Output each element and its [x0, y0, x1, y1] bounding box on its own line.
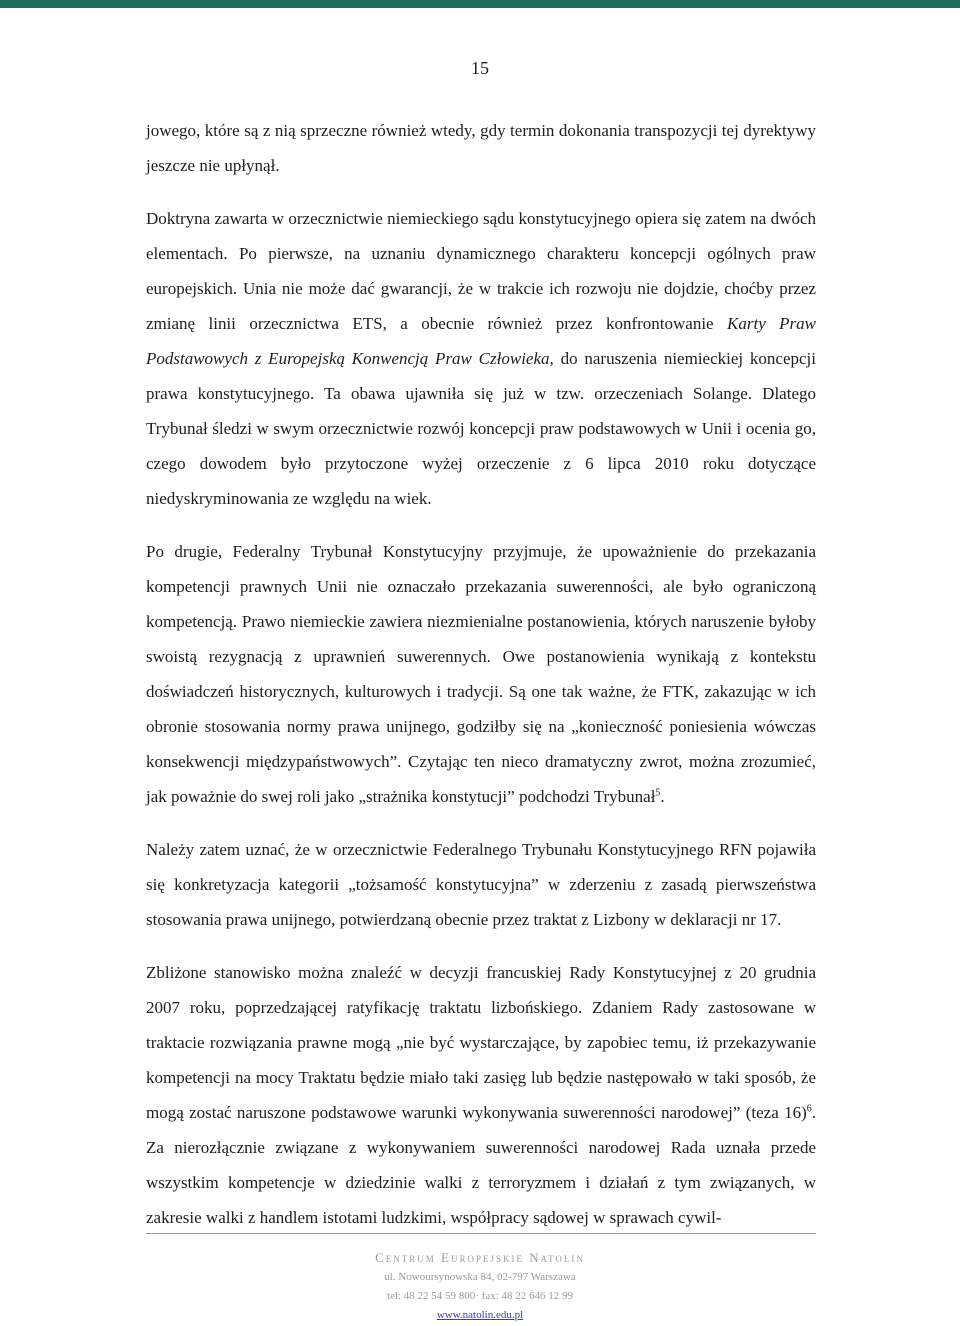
paragraph-5	[146, 955, 816, 1235]
paragraph-1: jowego, które są z nią sprzeczne również wtedy, gdy termin dokonania transpozycji tej dyrektywy jeszcze nie upłynął.	[146, 121, 816, 175]
footer-address: ul. Nowoursynowska 84, 02-797 Warszawa	[384, 1271, 576, 1283]
page-number: 15	[471, 58, 489, 78]
footer-contact: tel: 48 22 54 59 800· fax: 48 22 646 12 99	[386, 1290, 574, 1302]
paragraph-4: Należy zatem uznać, że w orzecznictwie Federalnego Trybunału Konstytucyjnego RFN pojawiła się konkretyzacja kategorii „tożsamość konstytucyjna” w zderzeniu z zasadą pierwszeństwa stosowania prawa unijnego, potwierdzaną obecnie przez traktat z Lizbony w deklaracji nr 17.	[146, 840, 816, 929]
body-text	[146, 113, 816, 1253]
footer-organization: Centrum Europejskie Natolin	[375, 1250, 585, 1265]
paragraph-2	[146, 201, 816, 516]
paragraph-3-text-b: .	[660, 787, 665, 806]
paragraph-3	[146, 534, 816, 814]
paragraph-2-italic: Karty Praw Podstawowych z Europejską Konwencją Praw Człowieka	[146, 314, 817, 368]
paragraph-3-text-a: Po drugie, Federalny Trybunał Konstytucyjny przyjmuje, że upoważnienie do przekazania kompetencji prawnych Unii nie oznaczało przekazania suwerenności, ale było ograniczoną kompetencją. Prawo niemieckie zawiera niezmienialne postanowienia, których naruszenie byłoby swoistą rezygnacją z uprawnień suwerennych. Owe postanowienia wynikają z kontekstu doświadczeń historycznych, kulturowych i tradycji. Są one tak ważne, że FTK, zakazując w ich obronie stosowania normy prawa unijnego, godziłby się na „konieczność poniesienia wówczas konsekwencji międzypaństwowych”. Czytając ten nieco dramatyczny zwrot, można zrozumieć, jak poważnie do swej roli jako „strażnika konstytucji” podchodzi Trybunał	[146, 542, 816, 806]
footnote-ref-5[interactable]: 5	[655, 787, 661, 799]
footer	[0, 1248, 960, 1325]
paragraph-2-text-b: , do naruszenia niemieckiej koncepcji prawa konstytucyjnego. Ta obawa ujawniła się już w tzw. orzeczeniach Solange. Dlatego Trybunał śledzi w swym orzecznictwie rozwój koncepcji praw podstawowych w Unii i ocenia go, czego dowodem było przytoczone wyżej orzeczenie z 6 lipca 2010 roku dotyczące niedyskryminowania ze względu na wiek.	[146, 349, 817, 508]
footer-divider	[146, 1233, 816, 1234]
paragraph-5-text-a: Zbliżone stanowisko można znaleźć w decyzji francuskiej Rady Konstytucyjnej z 20 grudnia 2007 roku, poprzedzającej ratyfikację traktatu lizbońskiego. Zdaniem Rady zastosowane w traktacie rozwiązania prawne mogą „nie być wystarczające, by zapobiec temu, iż przekazywanie kompetencji na mocy Traktatu będzie miało taki zasięg lub będzie następowało w taki sposób, że mogą zostać naruszone podstawowe warunki wykonywania suwerenności narodowej” (teza 16)	[146, 963, 816, 1122]
top-accent-bar	[0, 0, 960, 8]
paragraph-2-text-a: Doktryna zawarta w orzecznictwie niemieckiego sądu konstytucyjnego opiera się zatem na dwóch elementach. Po pierwsze, na uznaniu dynamicznego charakteru koncepcji ogólnych praw europejskich. Unia nie może dać gwarancji, że w trakcie ich rozwoju nie dojdzie, choćby przez zmianę linii orzecznictwa ETS, a obecnie również przez konfrontowanie	[146, 209, 816, 333]
footnote-ref-6[interactable]: 6	[806, 1103, 812, 1115]
paragraph-5-text-b: . Za nierozłącznie związane z wykonywaniem suwerenności narodowej Rada uznała przede wszystkim kompetencje w dziedzinie walki z terroryzmem i działań z tym związanych, w zakresie walki z handlem istotami ludzkimi, współpracy sądowej w sprawach cywil-	[146, 1103, 816, 1227]
footer-website-link[interactable]: www.natolin.edu.pl	[436, 1309, 524, 1321]
